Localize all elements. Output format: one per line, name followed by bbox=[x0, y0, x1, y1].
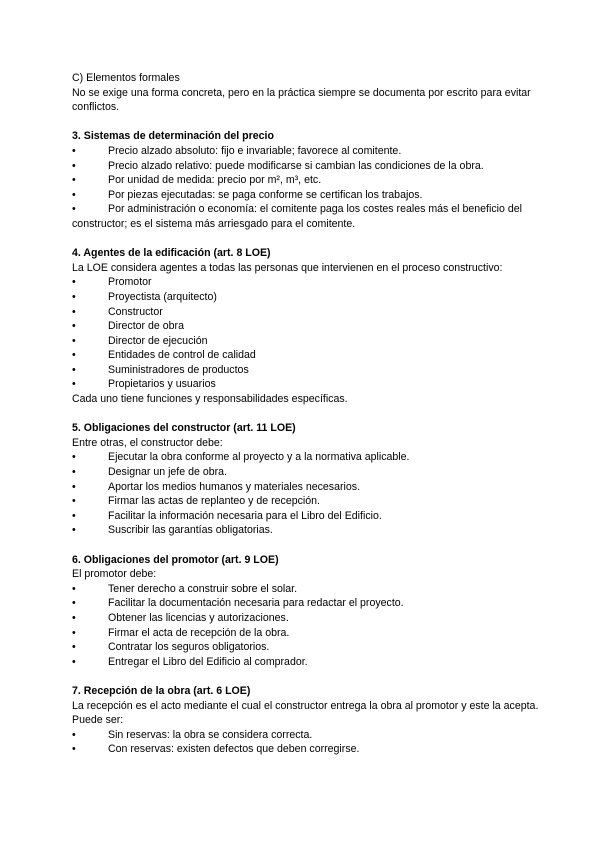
list-item: • Director de obra bbox=[72, 319, 540, 334]
section-6-list bbox=[72, 582, 540, 670]
section-4-title: 4. Agentes de la edificación (art. 8 LOE) bbox=[72, 247, 271, 260]
list-item: • Entregar el Libro del Edificio al comprador. bbox=[72, 655, 540, 670]
section-c-title: C) Elementos formales bbox=[72, 72, 180, 84]
list-item: • Suscribir las garantías obligatorias. bbox=[72, 523, 540, 538]
list-item: • Proyectista (arquitecto) bbox=[72, 290, 540, 305]
list-item: • Obtener las licencias y autorizaciones. bbox=[72, 611, 540, 626]
list-item: • Entidades de control de calidad bbox=[72, 348, 540, 363]
section-5-title: 5. Obligaciones del constructor (art. 11 LOE) bbox=[72, 422, 296, 435]
section-3-title: 3. Sistemas de determinación del precio bbox=[72, 130, 274, 143]
list-item: • Facilitar la documentación necesaria para redactar el proyecto. bbox=[72, 596, 540, 611]
list-item: • Propietarios y usuarios bbox=[72, 377, 540, 392]
list-item: • Promotor bbox=[72, 275, 540, 290]
section-4-outro: Cada uno tiene funciones y responsabilidades específicas. bbox=[72, 393, 348, 406]
list-item: • Tener derecho a construir sobre el solar. bbox=[72, 582, 540, 597]
section-6-title: 6. Obligaciones del promotor (art. 9 LOE) bbox=[72, 553, 279, 566]
section-5-list bbox=[72, 450, 540, 538]
list-item: • Facilitar la información necesaria para el Libro del Edificio. bbox=[72, 509, 540, 524]
list-item: • Con reservas: existen defectos que deben corregirse. bbox=[72, 742, 540, 757]
list-item: • Suministradores de productos bbox=[72, 363, 540, 378]
list-item: • Precio alzado relativo: puede modificarse si cambian las condiciones de la obra. bbox=[72, 159, 540, 174]
list-item: • Por unidad de medida: precio por m², m³, etc. bbox=[72, 173, 540, 188]
list-item: • Por administración o economía: el comitente paga los costes reales más el beneficio del constructor; es el sistema más arriesgado para el comitente. bbox=[72, 202, 540, 231]
section-6-intro: El promotor debe: bbox=[72, 568, 157, 581]
section-7-title: 7. Recepción de la obra (art. 6 LOE) bbox=[72, 684, 251, 697]
list-item: • Firmar el acta de recepción de la obra. bbox=[72, 626, 540, 641]
list-item: • Director de ejecución bbox=[72, 334, 540, 349]
section-3-list bbox=[72, 144, 540, 232]
section-4-intro: La LOE considera agentes a todas las personas que intervienen en el proceso constructivo: bbox=[72, 261, 503, 274]
section-7-list bbox=[72, 728, 540, 757]
section-c-text: No se exige una forma concreta, pero en la práctica siempre se documenta por escrito para evitar conflictos. bbox=[72, 86, 531, 114]
list-item: • Constructor bbox=[72, 305, 540, 320]
list-item: • Ejecutar la obra conforme al proyecto y a la normativa aplicable. bbox=[72, 450, 540, 465]
list-item: • Contratar los seguros obligatorios. bbox=[72, 640, 540, 655]
section-7-sub: Puede ser: bbox=[72, 714, 124, 727]
list-item: • Designar un jefe de obra. bbox=[72, 465, 540, 480]
list-item: • Sin reservas: la obra se considera correcta. bbox=[72, 728, 540, 743]
list-item: • Por piezas ejecutadas: se paga conforme se certifican los trabajos. bbox=[72, 188, 540, 203]
section-7-intro: La recepción es el acto mediante el cual el constructor entrega la obra al promotor y este la acepta. bbox=[72, 699, 539, 712]
section-5-intro: Entre otras, el constructor debe: bbox=[72, 436, 223, 449]
list-item: • Precio alzado absoluto: fijo e invariable; favorece al comitente. bbox=[72, 144, 540, 159]
list-item: • Aportar los medios humanos y materiales necesarios. bbox=[72, 480, 540, 495]
list-item: • Firmar las actas de replanteo y de recepción. bbox=[72, 494, 540, 509]
section-4-list bbox=[72, 275, 540, 392]
